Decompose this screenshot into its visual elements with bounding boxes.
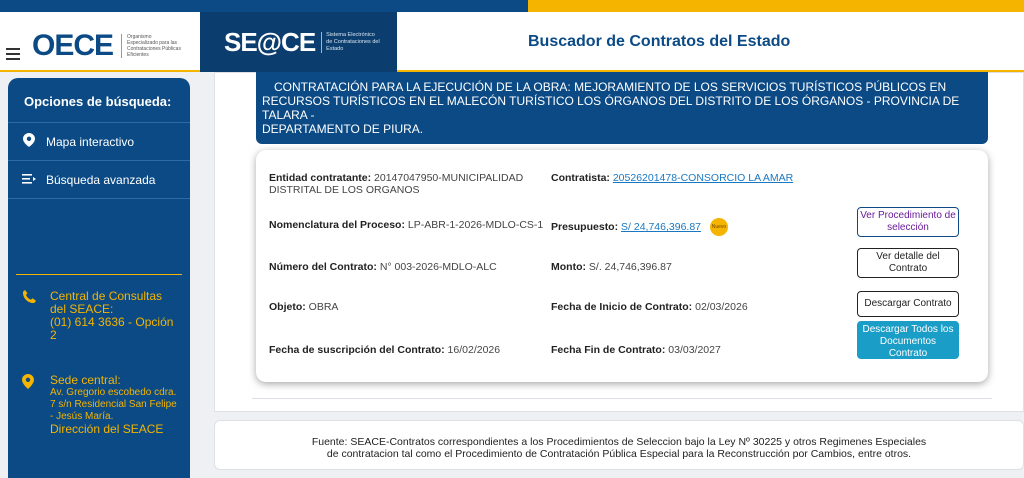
oece-logo-mark: OECE [32, 29, 114, 62]
phone-icon [22, 290, 50, 342]
presupuesto-label: Presupuesto: [551, 220, 619, 233]
entidad-field [269, 172, 539, 196]
descargar-todos-button[interactable]: Descargar Todos los Documentos Contrato [857, 321, 959, 359]
numero-value: N° 003-2026-MDLO-ALC [379, 261, 497, 273]
nomenclatura-value: LP-ABR-1-2026-MDLO-CS-1 [407, 219, 544, 231]
obra-title-line-2: RECURSOS TURÍSTICOS EN EL MALECÓN TURÍSTICO LOS ÓRGANOS DEL DISTRITO DE LOS ÓRGANOS - PROVINCIA DE TALARA - [262, 94, 960, 122]
sidebar-item-mapa[interactable] [8, 123, 190, 161]
footer-line-2: de contratacion tal como el Procedimiento de Contratación Pública Especial para la Reconstrucción por Cambios, entre otros. [326, 448, 912, 460]
objeto-label: Objeto: [269, 301, 306, 313]
monto-field [551, 261, 672, 273]
contratista-label: Contratista: [551, 172, 610, 184]
footer-line-1: Fuente: SEACE-Contratos correspondientes a los Procedimientos de Seleccion bajo la Ley Nº 30225 y otros Regimenes Especiales [311, 436, 927, 448]
entidad-label: Entidad contratante: [269, 172, 372, 184]
suscripcion-label: Fecha de suscripción del Contrato: [269, 344, 445, 356]
section-divider [252, 398, 992, 399]
suscripcion-field [269, 344, 500, 356]
inicio-label: Fecha de Inicio de Contrato: [551, 301, 693, 313]
obra-title-line-3: DEPARTAMENTO DE PIURA. [262, 122, 424, 136]
page-title: Buscador de Contratos del Estado [528, 33, 791, 50]
nomenclatura-field [269, 219, 543, 231]
map-pin-icon [20, 133, 38, 150]
footer-source [214, 420, 1024, 470]
oece-logo[interactable] [32, 28, 181, 64]
filter-list-icon [20, 172, 38, 187]
objeto-field [269, 301, 338, 313]
contact-title: Central de Consultas del SEACE: [50, 289, 163, 316]
sidebar-sede [22, 374, 180, 436]
seace-logo[interactable] [200, 12, 397, 72]
contract-card [256, 150, 988, 382]
sidebar-item-label: Mapa interactivo [46, 134, 135, 149]
objeto-value: OBRA [308, 301, 339, 313]
monto-value: S/. 24,746,396.87 [588, 261, 672, 273]
inicio-value: 02/03/2026 [695, 301, 748, 313]
sede-address: Av. Gregorio escobedo cdra. 7 s/n Residencial San Felipe - Jesús María. [50, 387, 177, 422]
fin-label: Fecha Fin de Contrato: [551, 344, 666, 356]
sidebar-item-busqueda[interactable] [8, 161, 190, 199]
seace-logo-mark: SE@CE [224, 26, 316, 57]
presupuesto-field [551, 218, 728, 236]
sidebar-contact [22, 290, 180, 342]
top-color-bar [0, 0, 1024, 12]
obra-title-line-1: CONTRATACIÓN PARA LA EJECUCIÓN DE LA OBRA: MEJORAMIENTO DE LOS SERVICIOS TURÍSTICOS PÚBLICOS EN [274, 80, 947, 94]
sidebar-heading: Opciones de búsqueda: [8, 78, 190, 123]
numero-label: Número del Contrato: [269, 261, 377, 273]
presupuesto-link[interactable]: S/ 24,746,396.87 [621, 220, 702, 233]
fin-field [551, 344, 721, 356]
nuevo-badge: Nuevo [710, 218, 728, 236]
ver-detalle-button[interactable]: Ver detalle del Contrato [857, 248, 959, 278]
inicio-field [551, 301, 748, 313]
header [0, 12, 1024, 72]
nomenclatura-label: Nomenclatura del Proceso: [269, 219, 405, 231]
seace-logo-subtitle: Sistema Electrónico de Contrataciones del Estado [321, 32, 381, 53]
obra-title-banner [256, 72, 988, 144]
sidebar-divider [16, 274, 182, 275]
monto-label: Monto: [551, 261, 586, 273]
top-bar-blue [0, 0, 528, 12]
oece-logo-subtitle: Organismo Especializado para las Contrataciones Públicas Eficientes [121, 34, 181, 58]
top-bar-yellow [528, 0, 1024, 12]
hamburger-menu-icon[interactable] [6, 48, 20, 60]
contact-phone[interactable]: (01) 614 3636 - Opción 2 [50, 315, 174, 342]
location-pin-icon [22, 374, 50, 436]
contratista-link[interactable]: 20526201478-CONSORCIO LA AMAR [612, 172, 794, 184]
sede-link[interactable]: Dirección del SEACE [50, 422, 164, 436]
descargar-contrato-button[interactable]: Descargar Contrato [857, 291, 959, 317]
sidebar-item-label: Búsqueda avanzada [46, 172, 156, 187]
sidebar [8, 78, 190, 478]
fin-value: 03/03/2027 [668, 344, 721, 356]
numero-field [269, 261, 497, 273]
suscripcion-value: 16/02/2026 [447, 344, 501, 356]
sede-title: Sede central: [50, 373, 121, 387]
contratista-field [551, 172, 793, 184]
ver-procedimiento-button[interactable]: Ver Procedimiento de selección [857, 207, 959, 237]
entidad-value: 20147047950-MUNICIPALIDAD DISTRITAL DE LOS ORGANOS [269, 172, 524, 196]
